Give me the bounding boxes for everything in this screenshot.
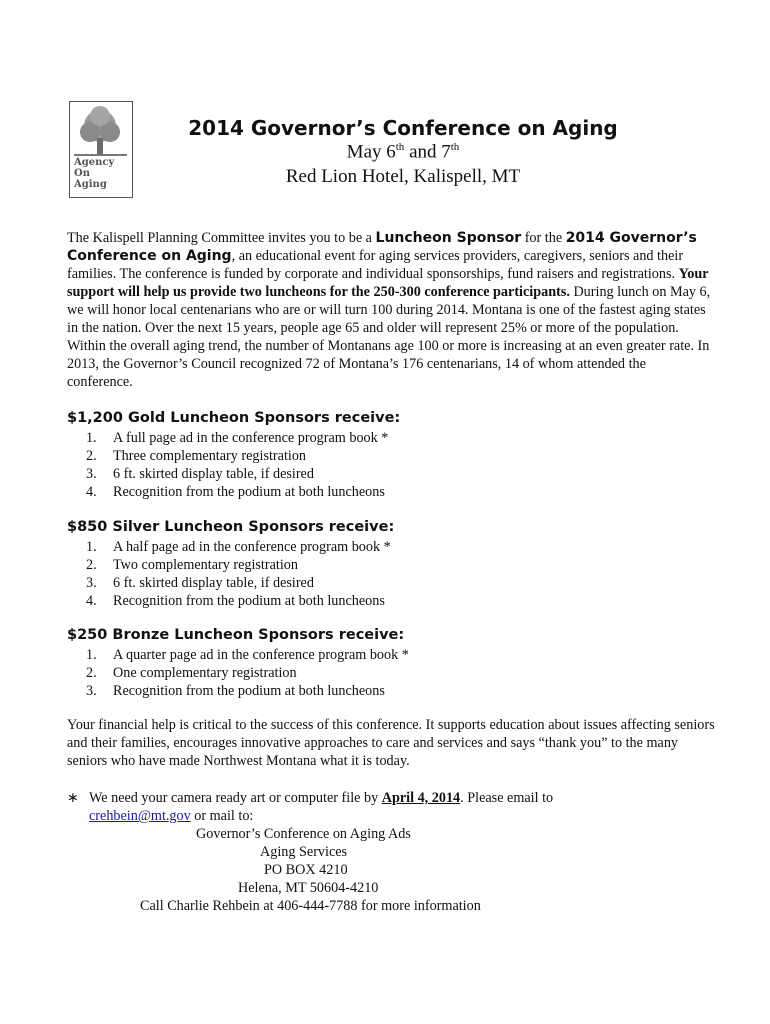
email-link[interactable]: crehbein@mt.gov xyxy=(89,808,191,824)
contact-line: Call Charlie Rehbein at 406-444-7788 for more information xyxy=(140,898,481,914)
address-line-4: Helena, MT 50604-4210 xyxy=(238,880,379,896)
list-item: 1. A half page ad in the conference program book * xyxy=(86,539,391,555)
deadline-date: April 4, 2014 xyxy=(381,790,461,806)
list-item: 2. One complementary registration xyxy=(86,665,297,681)
address-line-3: PO BOX 4210 xyxy=(264,862,348,878)
logo-text-aging: Aging xyxy=(74,179,107,190)
bronze-benefits-list xyxy=(86,646,409,700)
intro-paragraph: The Kalispell Planning Committee invites you to be a Luncheon Sponsor for the 2014 Governor’s Conference on Aging, an educational event for aging services providers, caregivers, seniors and their families. The conference is funded by corporate and individual sponsorships, fund raisers and registrations. Your support will help us provide two luncheons for the 250-300 conference participants. During lunch on May 6, we will honor local centenarians who are or will turn 100 during 2014. Montana is one of the fastest aging states in the nation. Over the next 15 years, people age 65 and older will represent 25% or more of the population. Within the overall aging trend, the number of Montanans age 100 or more is increasing at an even greater rate. In 2013, the Governor’s Council recognized 72 of Montana’s 176 centenarians, 14 of whom attended the conference. xyxy=(67,230,711,390)
closing-paragraph: Your financial help is critical to the success of this conference. It supports education about issues affecting seniors and their families, encourages innovative approaches to care and services and says “thank you” to the many seniors who have made Northwest Montana what it is today. xyxy=(67,717,715,769)
gold-sponsor-heading: $1,200 Gold Luncheon Sponsors receive: xyxy=(67,410,401,426)
event-name: 2014 Governor’s Conference on Aging xyxy=(67,230,697,264)
page-title: 2014 Governor’s Conference on Aging xyxy=(188,116,618,140)
list-item: 3. Recognition from the podium at both luncheons xyxy=(86,683,385,699)
list-item: 2. Two complementary registration xyxy=(86,557,298,573)
list-item: 1. A quarter page ad in the conference program book * xyxy=(86,647,409,663)
logo-text-on: On xyxy=(74,168,90,179)
logo-text-agency: Agency xyxy=(74,157,115,168)
sponsor-role: Luncheon Sponsor xyxy=(375,230,522,246)
list-item: 3. 6 ft. skirted display table, if desired xyxy=(86,466,314,482)
support-statement: Your support will help us provide two luncheons for the 250-300 conference participants. xyxy=(67,266,709,300)
silver-sponsor-heading: $850 Silver Luncheon Sponsors receive: xyxy=(67,519,395,535)
bronze-sponsor-heading: $250 Bronze Luncheon Sponsors receive: xyxy=(67,627,405,643)
conference-venue: Red Lion Hotel, Kalispell, MT xyxy=(285,166,521,187)
gold-benefits-list xyxy=(86,429,388,501)
list-item: 3. 6 ft. skirted display table, if desired xyxy=(86,575,314,591)
list-item: 4. Recognition from the podium at both luncheons xyxy=(86,484,385,500)
asterisk-bullet-icon: ∗ xyxy=(67,790,79,806)
conference-dates: May 6th and 7th xyxy=(346,141,460,163)
silver-benefits-list xyxy=(86,538,391,610)
list-item: 4. Recognition from the podium at both luncheons xyxy=(86,593,385,609)
list-item: 2. Three complementary registration xyxy=(86,448,307,464)
list-item: 1. A full page ad in the conference program book * xyxy=(86,430,389,446)
address-line-2: Aging Services xyxy=(260,844,348,860)
address-line-1: Governor’s Conference on Aging Ads xyxy=(196,826,411,842)
